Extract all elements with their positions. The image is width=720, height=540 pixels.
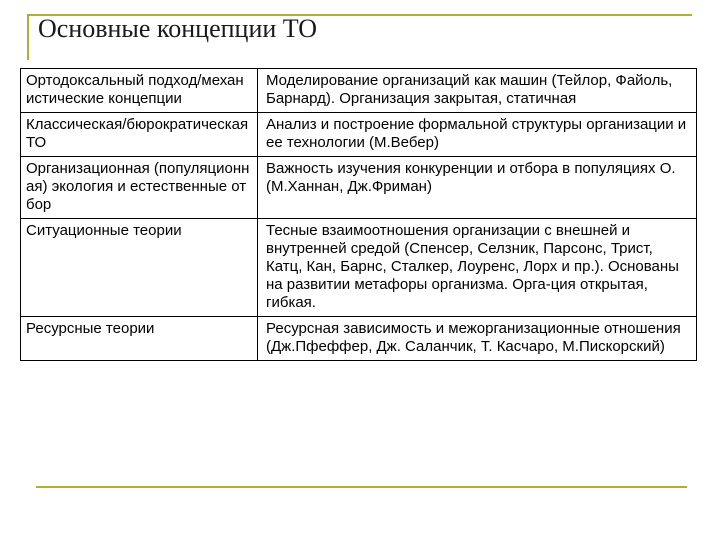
description-cell: Ресурсная зависимость и межорганизационные отношения (Дж.Пфеффер, Дж. Саланчик, Т. Касчаро, М.Пискорский) <box>258 317 697 361</box>
theory-cell: Организационная (популяционная) экология и естественные отбор <box>21 157 258 219</box>
table-row <box>21 219 697 317</box>
table-row <box>21 157 697 219</box>
frame-left-line <box>27 14 29 60</box>
theory-cell: Ортодоксальный подход/механистические концепции <box>21 69 258 113</box>
theory-cell: Классическая/бюрократическая ТО <box>21 113 258 157</box>
table-row <box>21 317 697 361</box>
description-cell: Анализ и построение формальной структуры организации и ее технологии (М.Вебер) <box>258 113 697 157</box>
table-row <box>21 69 697 113</box>
concepts-table <box>20 68 697 361</box>
description-cell: Тесные взаимоотношения организации с внешней и внутренней средой (Спенсер, Селзник, Парсонс, Трист, Катц, Кан, Барнс, Сталкер, Лоуренс, Лорх и пр.). Основаны на развитии метафоры организма. Орга-ция открытая, гибкая. <box>258 219 697 317</box>
description-cell: Важность изучения конкуренции и отбора в популяциях О.(М.Ханнан, Дж.Фриман) <box>258 157 697 219</box>
frame-bottom-line <box>36 486 687 488</box>
theory-cell: Ситуационные теории <box>21 219 258 317</box>
theory-cell: Ресурсные теории <box>21 317 258 361</box>
table-row <box>21 113 697 157</box>
description-cell: Моделирование организаций как машин (Тейлор, Файоль, Барнард). Организация закрытая, статичная <box>258 69 697 113</box>
slide-title: Основные концепции ТО <box>38 14 318 43</box>
